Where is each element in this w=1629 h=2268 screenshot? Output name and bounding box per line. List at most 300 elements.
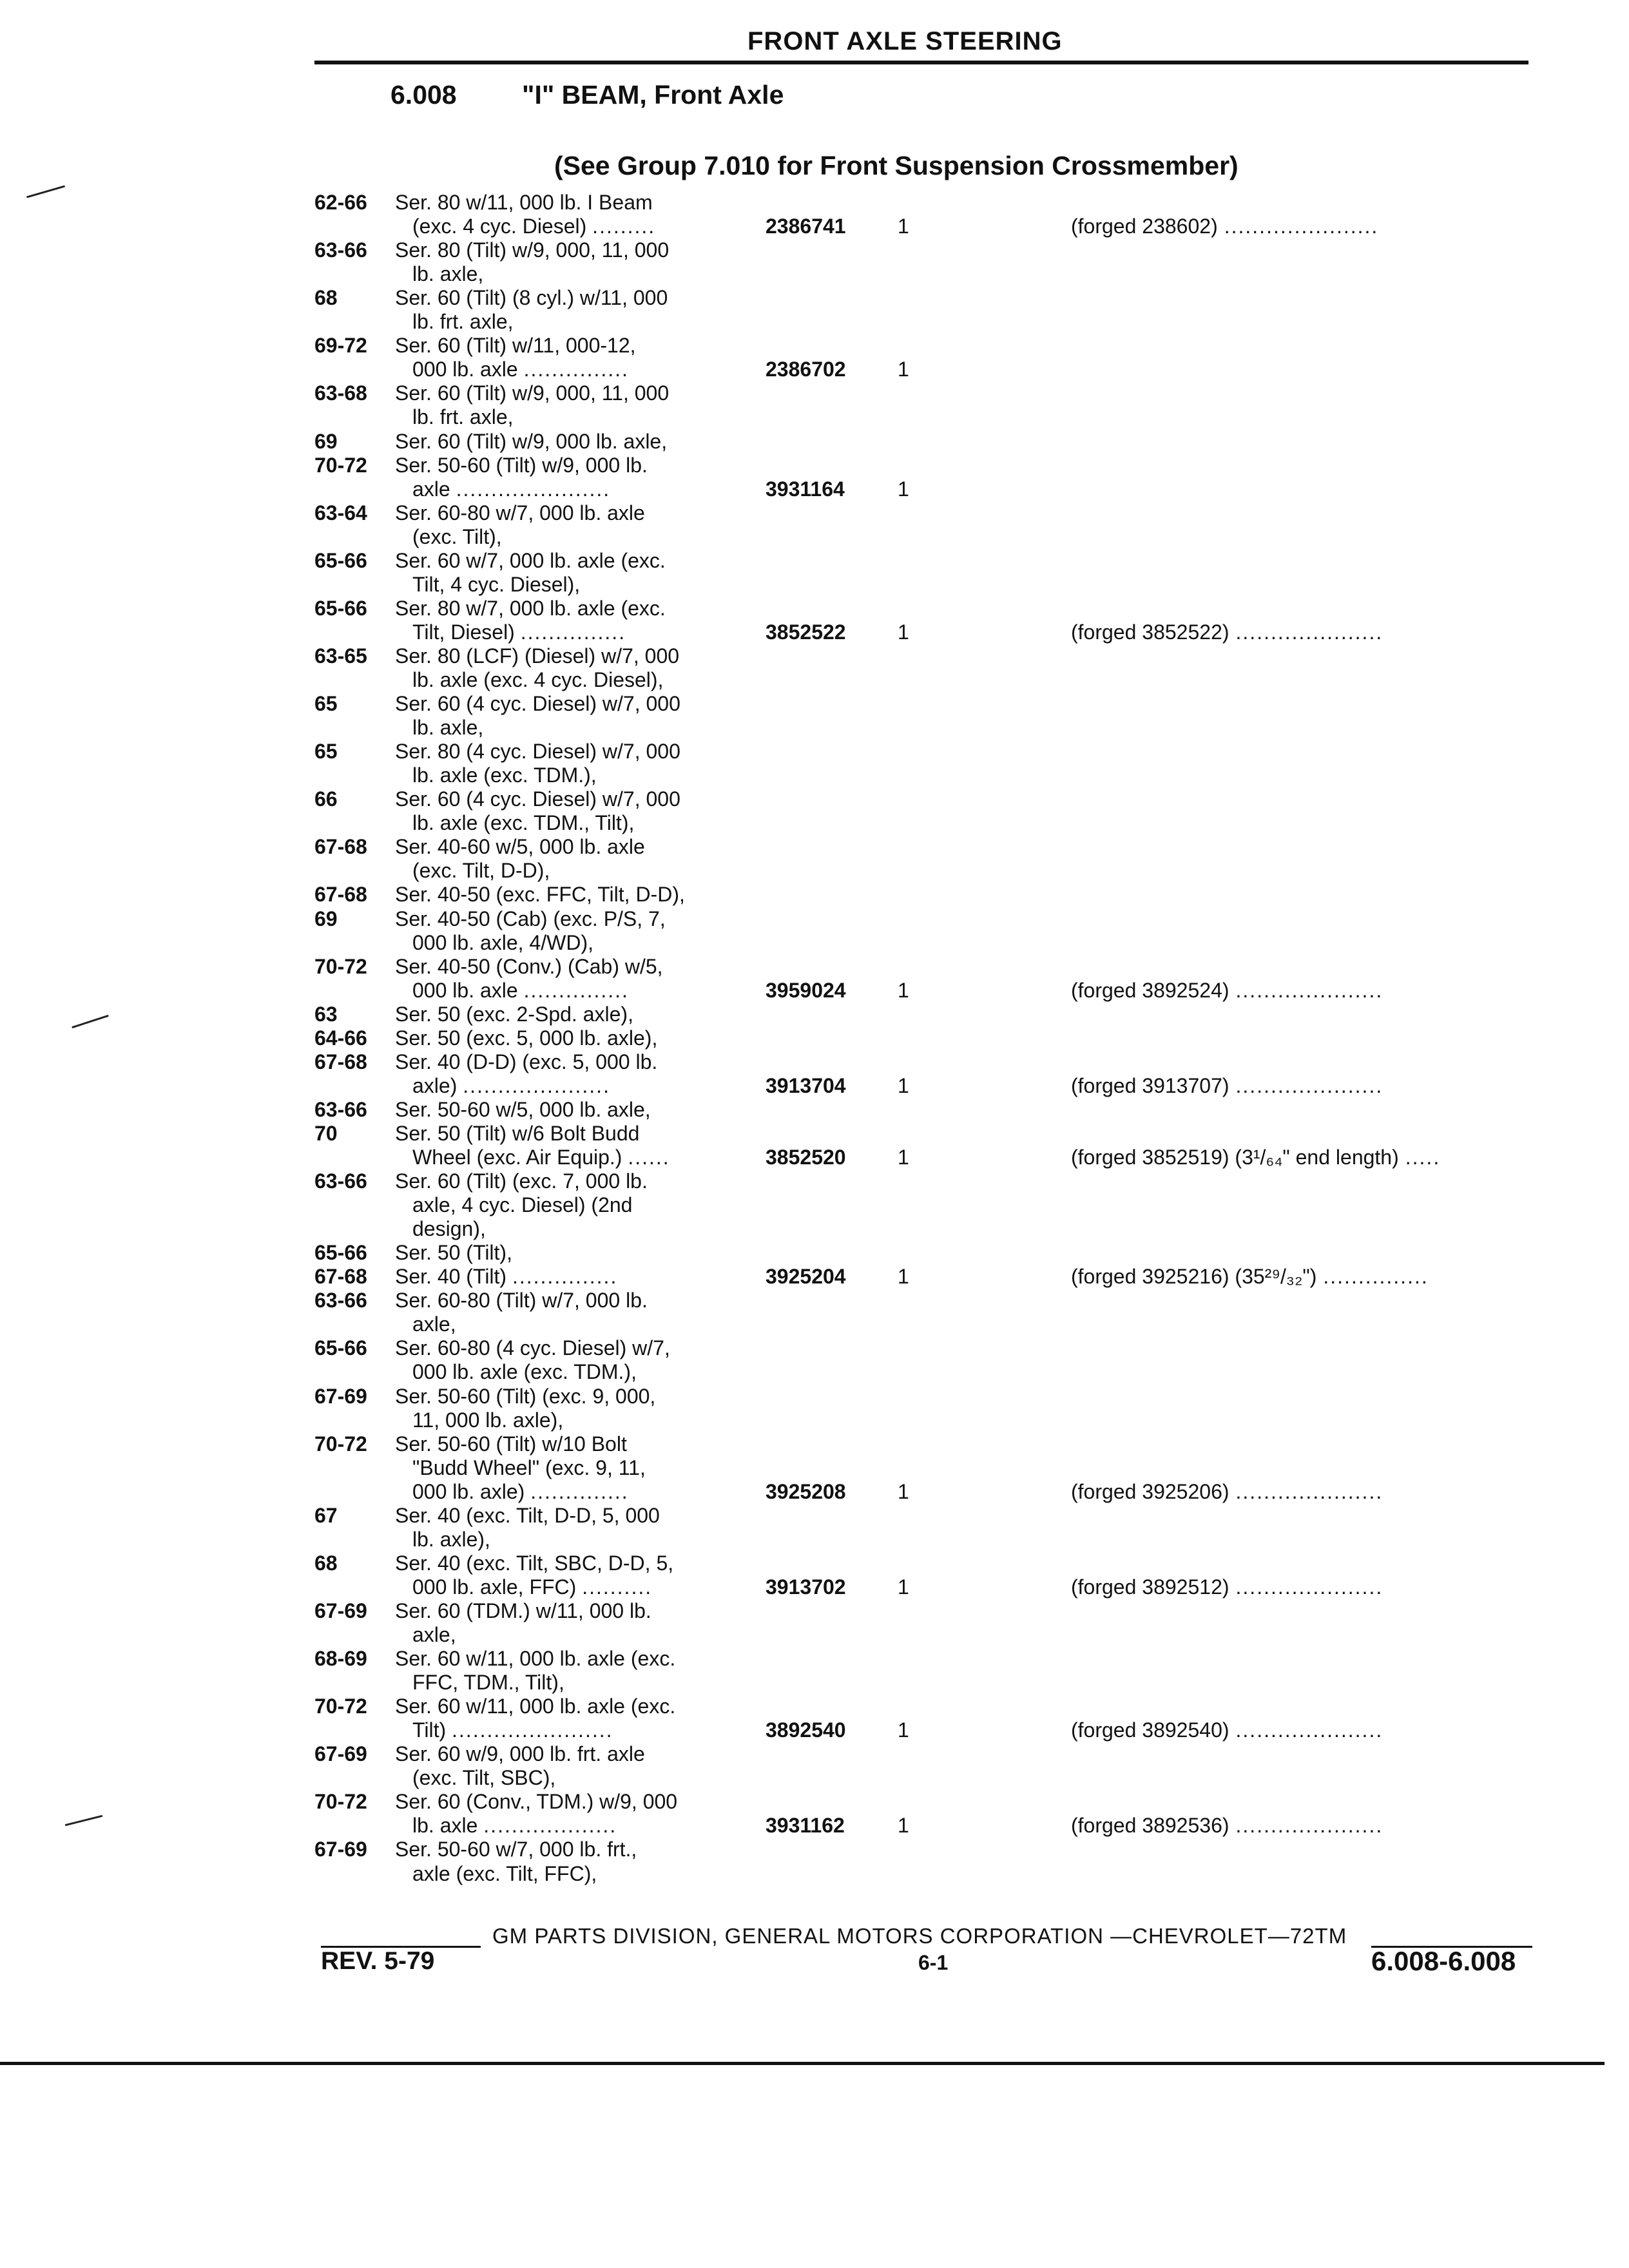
leader-dots: ............... <box>1323 1265 1429 1288</box>
model-years: 63-65 <box>314 644 367 668</box>
part-number: 2386741 <box>766 215 846 238</box>
description <box>412 1575 652 1599</box>
description <box>412 1408 563 1432</box>
description <box>395 955 663 979</box>
table-row <box>0 1504 1629 1528</box>
model-years: 65-66 <box>314 597 367 620</box>
table-row <box>0 1432 1629 1456</box>
description-text: Tilt, Diesel) <box>412 620 515 644</box>
page-number: 6-1 <box>918 1951 949 1974</box>
table-row <box>0 1360 1629 1384</box>
description-text: Ser. 50 (Tilt) w/6 Bolt Budd <box>395 1122 640 1145</box>
description-text: (exc. Tilt, SBC), <box>412 1766 556 1789</box>
description <box>395 1241 512 1265</box>
quantity: 1 <box>898 620 909 644</box>
table-row <box>0 1599 1629 1623</box>
table-row <box>0 262 1629 286</box>
description-text: Ser. 40-60 w/5, 000 lb. axle <box>395 835 645 858</box>
description <box>412 1193 632 1217</box>
table-row <box>0 811 1629 835</box>
remark-text: (forged 3892512) <box>1071 1575 1229 1599</box>
description-text: Ser. 80 w/11, 000 lb. I Beam <box>395 191 653 214</box>
description <box>412 1718 613 1742</box>
description-text: lb. axle), <box>412 1528 490 1551</box>
model-years: 65-66 <box>314 1336 367 1360</box>
table-row <box>0 215 1629 238</box>
description <box>395 1385 655 1408</box>
leader-dots: ............... <box>523 979 629 1002</box>
description-text: Ser. 60 (TDM.) w/11, 000 lb. <box>395 1599 651 1622</box>
bottom-rule <box>0 2062 1605 2065</box>
model-years: 67 <box>314 1504 338 1527</box>
description-text: Tilt, 4 cyc. Diesel), <box>412 573 581 596</box>
table-row <box>0 692 1629 716</box>
description <box>395 787 680 811</box>
table-row <box>0 1718 1629 1742</box>
section-reference: 6.008-6.008 <box>1371 1946 1516 1976</box>
quantity: 1 <box>898 358 909 381</box>
model-years: 67-68 <box>314 1265 367 1288</box>
description <box>412 525 502 549</box>
quantity: 1 <box>898 1265 909 1288</box>
table-row <box>0 477 1629 501</box>
description-text: 000 lb. axle, FFC) <box>412 1575 577 1599</box>
table-row <box>0 1814 1629 1838</box>
description-text: Ser. 60 (Tilt) (exc. 7, 000 lb. <box>395 1169 648 1193</box>
description-text: 000 lb. axle, 4/WD), <box>412 931 593 954</box>
model-years: 68 <box>314 286 338 309</box>
description-text: Ser. 60 w/11, 000 lb. axle (exc. <box>395 1647 676 1670</box>
description <box>395 454 648 477</box>
description <box>412 811 634 835</box>
table-row <box>0 1528 1629 1552</box>
table-row <box>0 1480 1629 1504</box>
description-text: Ser. 60 w/11, 000 lb. axle (exc. <box>395 1695 676 1718</box>
remark <box>1071 1074 1383 1098</box>
description <box>395 644 679 668</box>
description-text: Ser. 80 (4 cyc. Diesel) w/7, 000 <box>395 740 680 763</box>
model-years: 68 <box>314 1552 338 1575</box>
description <box>412 1862 597 1886</box>
description-text: Ser. 60 (4 cyc. Diesel) w/7, 000 <box>395 692 680 715</box>
model-years: 63-66 <box>314 1169 367 1193</box>
leader-dots: .......... <box>582 1575 653 1599</box>
revision-label: REV. 5-79 <box>321 1947 435 1975</box>
description-text: Ser. 60 (4 cyc. Diesel) w/7, 000 <box>395 787 680 811</box>
description <box>412 405 514 429</box>
table-row <box>0 1456 1629 1480</box>
leader-dots: .............. <box>530 1480 629 1503</box>
part-number: 3925204 <box>766 1265 846 1288</box>
table-row <box>0 549 1629 573</box>
description-text: Ser. 50 (exc. 2-Spd. axle), <box>395 1003 633 1026</box>
table-row <box>0 740 1629 764</box>
description <box>395 381 669 405</box>
description-text: Ser. 50 (exc. 5, 000 lb. axle), <box>395 1026 658 1050</box>
table-row <box>0 1790 1629 1814</box>
remark <box>1071 1480 1383 1504</box>
description <box>412 764 597 787</box>
description <box>395 883 685 907</box>
description-text: Ser. 60 (Tilt) w/9, 000, 11, 000 <box>395 381 670 405</box>
description-text: lb. axle, <box>412 716 484 739</box>
table-row <box>0 381 1629 405</box>
table-row <box>0 1766 1629 1790</box>
leader-dots: ..................... <box>463 1074 610 1097</box>
leader-dots: ............... <box>523 358 629 381</box>
description-text: Ser. 80 w/7, 000 lb. axle (exc. <box>395 597 666 620</box>
description <box>412 262 483 286</box>
see-note: (See Group 7.010 for Front Suspension Crossmember) <box>554 151 1239 180</box>
table-row <box>0 764 1629 787</box>
leader-dots: ................... <box>483 1814 617 1837</box>
description <box>395 1336 670 1360</box>
description-text: 000 lb. axle <box>412 358 518 381</box>
model-years: 70-72 <box>314 1432 367 1456</box>
description-text: Ser. 60-80 w/7, 000 lb. axle <box>395 501 645 524</box>
description <box>412 1146 670 1169</box>
description-text: Ser. 60 (Tilt) w/9, 000 lb. axle, <box>395 430 668 453</box>
remark <box>1071 1718 1383 1742</box>
table-row <box>0 1742 1629 1766</box>
leader-dots: ............... <box>520 620 626 644</box>
model-years: 68-69 <box>314 1647 367 1670</box>
model-years: 64-66 <box>314 1026 367 1050</box>
description <box>412 573 580 597</box>
part-number: 3931162 <box>766 1814 845 1837</box>
description-text: Ser. 60-80 (Tilt) w/7, 000 lb. <box>395 1289 648 1312</box>
model-years: 63-68 <box>314 381 367 405</box>
description <box>412 477 610 501</box>
description <box>412 1528 490 1552</box>
description-text: lb. axle, <box>412 262 484 285</box>
description <box>395 238 669 262</box>
description-text: Ser. 80 (Tilt) w/9, 000, 11, 000 <box>395 238 670 262</box>
table-row <box>0 1647 1629 1671</box>
remark-text: (forged 3852522) <box>1071 620 1229 644</box>
quantity: 1 <box>898 477 909 501</box>
description <box>412 358 629 381</box>
remark-text: (forged 3892536) <box>1071 1814 1229 1837</box>
description-text: Ser. 50-60 (Tilt) w/9, 000 lb. <box>395 454 648 477</box>
table-row <box>0 405 1629 429</box>
header-rule <box>314 61 1528 64</box>
description-text: Ser. 50-60 w/5, 000 lb. axle, <box>395 1098 651 1121</box>
description <box>395 1695 675 1718</box>
table-row <box>0 1289 1629 1312</box>
description-text: Tilt) <box>412 1718 447 1742</box>
description <box>395 501 645 525</box>
model-years: 63-64 <box>314 501 367 524</box>
description-text: Ser. 50-60 (Tilt) (exc. 9, 000, <box>395 1385 656 1408</box>
quantity: 1 <box>898 1146 909 1169</box>
model-years: 70-72 <box>314 1695 367 1718</box>
table-row <box>0 931 1629 955</box>
table-row <box>0 525 1629 549</box>
quantity: 1 <box>898 1480 909 1503</box>
model-years: 63 <box>314 1003 338 1026</box>
description-text: Ser. 50 (Tilt), <box>395 1241 512 1264</box>
description-text: Ser. 40 (exc. Tilt, D-D, 5, 000 <box>395 1504 660 1527</box>
description <box>395 907 666 931</box>
quantity: 1 <box>898 1718 909 1742</box>
table-row <box>0 620 1629 644</box>
part-number: 3913702 <box>766 1575 846 1599</box>
description-text: Ser. 40 (exc. Tilt, SBC, D-D, 5, <box>395 1552 674 1575</box>
description-text: lb. axle (exc. TDM., Tilt), <box>412 811 635 834</box>
remark-text: (forged 3925216) (35²⁹/₃₂") <box>1071 1265 1317 1288</box>
model-years: 67-69 <box>314 1599 367 1622</box>
model-years: 67-69 <box>314 1742 367 1765</box>
table-row <box>0 1575 1629 1599</box>
table-row <box>0 334 1629 358</box>
remark-text: (forged 3892540) <box>1071 1718 1229 1742</box>
description <box>395 1742 645 1766</box>
description <box>395 692 680 716</box>
description <box>395 740 680 764</box>
table-row <box>0 883 1629 907</box>
description-text: axle) <box>412 1074 458 1097</box>
model-years: 67-68 <box>314 883 367 906</box>
part-number: 3913704 <box>766 1074 846 1097</box>
description-text: Ser. 50-60 (Tilt) w/10 Bolt <box>395 1432 627 1456</box>
table-row <box>0 1385 1629 1408</box>
quantity: 1 <box>898 1814 909 1837</box>
description-text: (exc. Tilt, D-D), <box>412 859 550 882</box>
remark <box>1071 1265 1429 1289</box>
table-row <box>0 668 1629 692</box>
description-text: Ser. 40-50 (Conv.) (Cab) w/5, <box>395 955 663 978</box>
description-text: Ser. 60 (Tilt) (8 cyl.) w/11, 000 <box>395 286 668 309</box>
description <box>412 1766 555 1790</box>
table-row <box>0 1265 1629 1289</box>
model-years: 62-66 <box>314 191 367 214</box>
table-row <box>0 644 1629 668</box>
description-text: 000 lb. axle) <box>412 1480 525 1503</box>
footer-organization: GM PARTS DIVISION, GENERAL MOTORS CORPORATION —CHEVROLET—72TM <box>492 1924 1347 1948</box>
table-row <box>0 1146 1629 1169</box>
part-number: 2386702 <box>766 358 846 381</box>
description-text: Ser. 60-80 (4 cyc. Diesel) w/7, <box>395 1336 670 1360</box>
model-years: 69-72 <box>314 334 367 357</box>
table-row <box>0 1122 1629 1146</box>
table-row <box>0 1838 1629 1861</box>
description <box>395 1838 637 1861</box>
description <box>412 859 550 883</box>
part-number: 3959024 <box>766 979 846 1002</box>
table-row <box>0 1050 1629 1074</box>
description <box>395 1050 657 1074</box>
leader-dots: ..................... <box>1235 979 1383 1002</box>
table-row <box>0 955 1629 979</box>
description-text: Ser. 80 (LCF) (Diesel) w/7, 000 <box>395 644 680 668</box>
description <box>395 1599 651 1623</box>
description-text: design), <box>412 1217 486 1240</box>
remark-text: (forged 3852519) (3¹/₆₄" end length) <box>1071 1146 1399 1169</box>
table-row <box>0 454 1629 477</box>
description <box>395 1026 657 1050</box>
description <box>412 931 593 955</box>
table-row <box>0 1336 1629 1360</box>
table-row <box>0 859 1629 883</box>
table-row <box>0 1408 1629 1432</box>
leader-dots: ...................... <box>1224 215 1379 238</box>
description <box>412 668 663 692</box>
description <box>395 1098 651 1122</box>
description <box>412 1814 617 1838</box>
model-years: 65 <box>314 740 338 763</box>
leader-dots: ....................... <box>452 1718 613 1742</box>
leader-dots: ............... <box>512 1265 618 1288</box>
model-years: 70-72 <box>314 1790 367 1813</box>
table-row <box>0 1862 1629 1886</box>
remark <box>1071 1146 1440 1169</box>
model-years: 65 <box>314 692 338 715</box>
description-text: axle <box>412 477 450 501</box>
description <box>412 716 483 740</box>
description-text: Ser. 60 w/7, 000 lb. axle (exc. <box>395 549 666 572</box>
description-text: lb. frt. axle, <box>412 310 514 333</box>
section-title: "I" BEAM, Front Axle <box>522 80 784 110</box>
description <box>412 1480 629 1504</box>
table-row <box>0 191 1629 215</box>
description-text: (exc. Tilt), <box>412 525 502 548</box>
remark <box>1071 979 1383 1003</box>
table-row <box>0 787 1629 811</box>
description <box>395 1003 633 1026</box>
remark <box>1071 215 1378 238</box>
description-text: axle (exc. Tilt, FFC), <box>412 1862 597 1885</box>
description <box>412 1074 610 1098</box>
description <box>412 620 626 644</box>
model-years: 70 <box>314 1122 338 1145</box>
table-row <box>0 1695 1629 1718</box>
section-number: 6.008 <box>390 80 457 110</box>
leader-dots: ..................... <box>1235 1718 1383 1742</box>
table-row <box>0 1003 1629 1026</box>
model-years: 69 <box>314 430 338 453</box>
table-row <box>0 1623 1629 1647</box>
remark <box>1071 620 1383 644</box>
remark-text: (forged 3913707) <box>1071 1074 1229 1097</box>
model-years: 63-66 <box>314 1289 367 1312</box>
table-row <box>0 1312 1629 1336</box>
part-number: 3852522 <box>766 620 846 644</box>
description <box>395 597 666 620</box>
leader-dots: ..................... <box>1235 1814 1383 1837</box>
table-row <box>0 1098 1629 1122</box>
leader-dots: ...................... <box>456 477 611 501</box>
table-row <box>0 1552 1629 1575</box>
leader-dots: ......... <box>592 215 656 238</box>
model-years: 67-68 <box>314 835 367 858</box>
description-text: Ser. 50-60 w/7, 000 lb. frt., <box>395 1838 637 1861</box>
remark-text: (forged 3892524) <box>1071 979 1229 1002</box>
leader-dots: ..................... <box>1235 1074 1383 1097</box>
table-row <box>0 1169 1629 1193</box>
description-text: 000 lb. axle (exc. TDM.), <box>412 1360 637 1383</box>
description <box>412 1623 456 1647</box>
table-row <box>0 286 1629 310</box>
quantity: 1 <box>898 215 909 238</box>
description <box>395 1169 648 1193</box>
description <box>412 1217 486 1241</box>
description <box>412 1456 646 1480</box>
description-text: lb. axle (exc. 4 cyc. Diesel), <box>412 668 664 691</box>
description <box>395 1122 639 1146</box>
remark-text: (forged 238602) <box>1071 215 1218 238</box>
description-text: "Budd Wheel" (exc. 9, 11, <box>412 1456 646 1479</box>
table-row <box>0 310 1629 334</box>
table-row <box>0 1671 1629 1695</box>
table-row <box>0 716 1629 740</box>
remark <box>1071 1814 1383 1838</box>
description <box>395 1289 648 1312</box>
description <box>412 1671 564 1695</box>
description <box>412 1360 637 1384</box>
part-number: 3852520 <box>766 1146 846 1169</box>
description <box>395 549 666 573</box>
description <box>395 1504 660 1528</box>
description-text: Ser. 40 (Tilt) <box>395 1265 507 1288</box>
description-text: (exc. 4 cyc. Diesel) <box>412 215 587 238</box>
table-row <box>0 835 1629 859</box>
leader-dots: ...... <box>628 1146 670 1169</box>
description-text: Ser. 60 w/9, 000 lb. frt. axle <box>395 1742 645 1765</box>
table-row <box>0 597 1629 620</box>
model-years: 66 <box>314 787 338 811</box>
model-years: 63-66 <box>314 238 367 262</box>
description-text: axle, <box>412 1312 456 1336</box>
model-years: 65-66 <box>314 549 367 572</box>
description <box>395 1432 627 1456</box>
model-years: 67-68 <box>314 1050 367 1073</box>
description <box>412 310 514 334</box>
description <box>395 286 668 310</box>
description-text: Ser. 40-50 (exc. FFC, Tilt, D-D), <box>395 883 685 906</box>
page-title: FRONT AXLE STEERING <box>747 27 1063 55</box>
table-row <box>0 573 1629 597</box>
description <box>395 835 645 859</box>
model-years: 67-69 <box>314 1838 367 1861</box>
description-text: axle, <box>412 1623 456 1646</box>
description <box>395 430 667 454</box>
description-text: Ser. 40 (D-D) (exc. 5, 000 lb. <box>395 1050 658 1073</box>
part-number: 3892540 <box>766 1718 846 1742</box>
part-number: 3931164 <box>766 477 845 501</box>
quantity: 1 <box>898 979 909 1002</box>
table-row <box>0 430 1629 454</box>
table-row <box>0 238 1629 262</box>
part-number: 3925208 <box>766 1480 846 1503</box>
table-row <box>0 979 1629 1003</box>
model-years: 65-66 <box>314 1241 367 1264</box>
remark <box>1071 1575 1383 1599</box>
remark-text: (forged 3925206) <box>1071 1480 1229 1503</box>
model-years: 70-72 <box>314 955 367 978</box>
table-row <box>0 1026 1629 1050</box>
table-row <box>0 1193 1629 1217</box>
description <box>395 1552 673 1575</box>
table-row <box>0 1241 1629 1265</box>
description-text: FFC, TDM., Tilt), <box>412 1671 564 1694</box>
description-text: lb. frt. axle, <box>412 405 514 428</box>
description-text: 000 lb. axle <box>412 979 518 1002</box>
description <box>395 1265 617 1289</box>
leader-dots: ..................... <box>1235 1480 1383 1503</box>
leader-dots: ..................... <box>1235 1575 1383 1599</box>
table-row <box>0 358 1629 381</box>
